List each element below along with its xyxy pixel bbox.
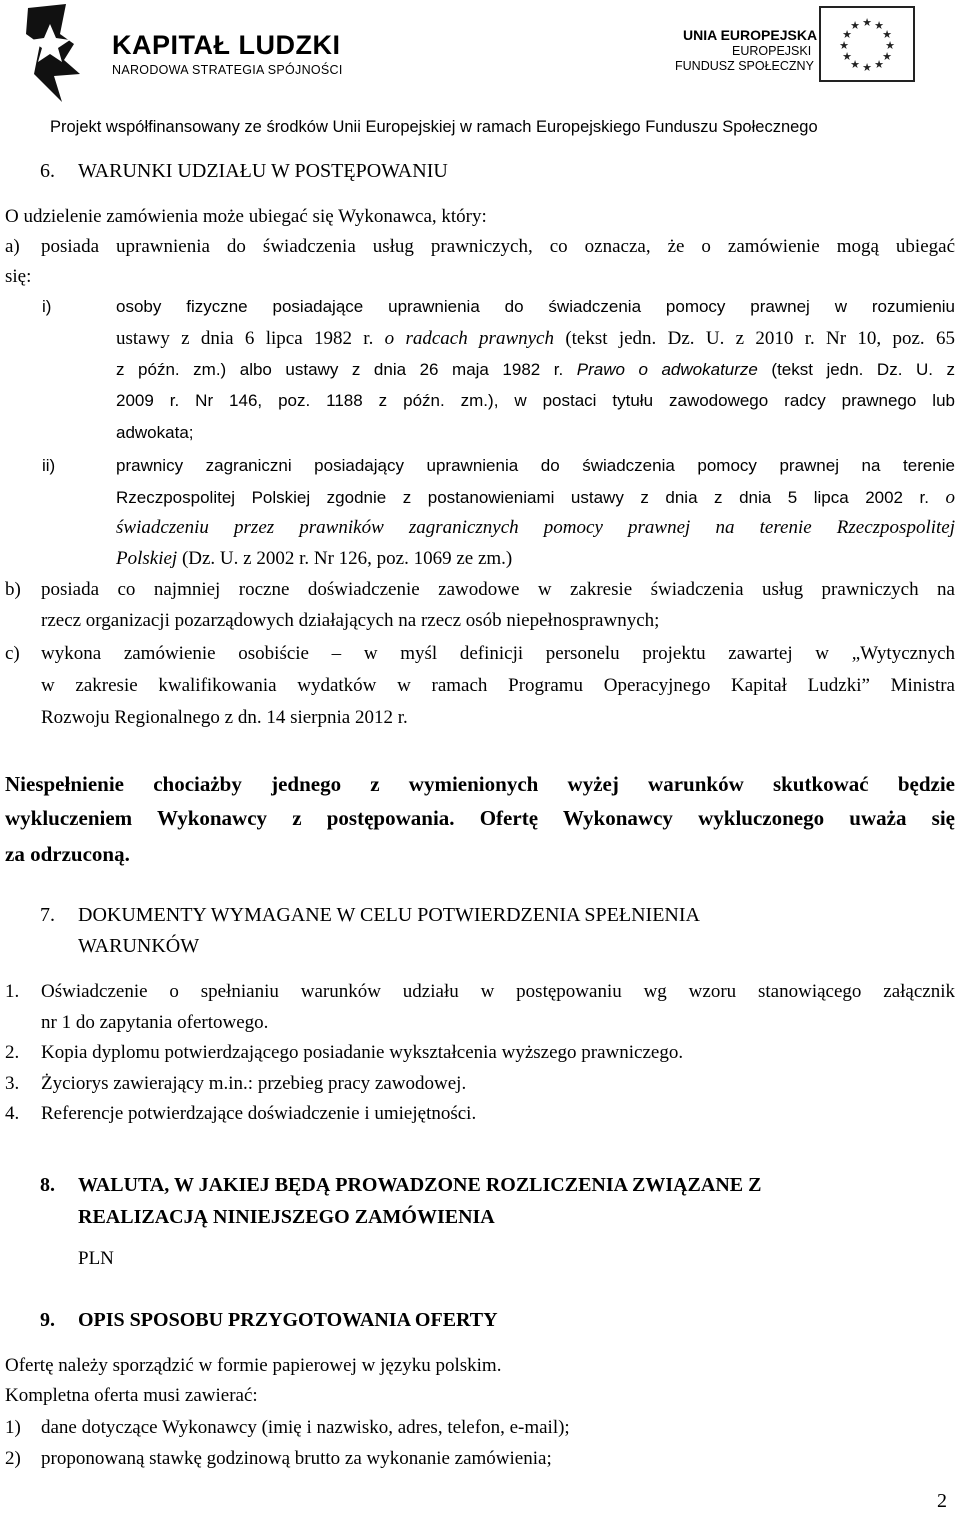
list-label: 1. (5, 981, 20, 1002)
warning-text: wykluczeniem Wykonawcy z postępowania. Ofertę Wykonawcy wykluczonego uważa się (5, 806, 955, 830)
list-item: Kopia dyplomu potwierdzającego posiadanie wykształcenia wyższego prawniczego. (41, 1042, 684, 1063)
list-label: 2) (5, 1448, 21, 1469)
svg-text:★: ★ (874, 19, 884, 32)
subitem-text: 2009 r. Nr 146, poz. 1188 z późn. zm.), w postaci tytułu zawodowego radcy prawnego lub (116, 391, 955, 410)
item-text: wykona zamówienie osobiście – w myśl definicji personelu projektu zawartej w „Wytycznych (41, 643, 955, 664)
subitem-text: Rzeczpospolitej Polskiej zgodnie z postanowieniami ustawy z dnia z dnia 5 lipca 2002 r. o (116, 487, 955, 508)
page-number: 2 (937, 1490, 947, 1512)
item-text: posiada uprawnienia do świadczenia usług prawniczych, co oznacza, że o zamówienie mogą ubiegać (41, 236, 955, 257)
item-text: Rozwoju Regionalnego z dn. 14 sierpnia 2012 r. (41, 707, 408, 728)
item-text: posiada co najmniej roczne doświadczenie zawodowe w zakresie świadczenia usług prawniczych na (41, 579, 955, 600)
list-label: 2. (5, 1042, 20, 1063)
svg-text:★: ★ (862, 61, 872, 74)
item-text: rzecz organizacji pozarządowych działających na rzecz osób niepełnosprawnych; (41, 610, 660, 631)
warning-text: Niespełnienie chociażby jednego z wymienionych wyżej warunków skutkować będzie (5, 772, 955, 796)
svg-text:★: ★ (885, 39, 895, 52)
subitem-text: ustawy z dnia 6 lipca 1982 r. o radcach prawnych (tekst jedn. Dz. U. z 2010 r. Nr 10, poz. 65 (116, 328, 955, 349)
svg-text:★: ★ (842, 28, 852, 41)
list-label: 4. (5, 1103, 20, 1124)
item-text: w zakresie kwalifikowania wydatków w ramach Programu Operacyjnego Kapitał Ludzki” Ministra (41, 675, 955, 696)
svg-text:★: ★ (850, 58, 860, 71)
section-title: REALIZACJĄ NINIEJSZEGO ZAMÓWIENIA (78, 1206, 495, 1228)
item-label: a) (5, 236, 20, 257)
subitem-text: prawnicy zagraniczni posiadający uprawnienia do świadczenia pomocy prawnej na terenie (116, 456, 955, 475)
kapital-ludzki-logo-icon (20, 4, 92, 112)
svg-text:★: ★ (850, 19, 860, 32)
section-number: 9. (40, 1309, 55, 1331)
paragraph: Ofertę należy sporządzić w formie papierowej w języku polskim. (5, 1355, 502, 1376)
section-title: OPIS SPOSOBU PRZYGOTOWANIA OFERTY (78, 1309, 498, 1331)
list-label: 1) (5, 1417, 21, 1438)
logo-left-title: KAPITAŁ LUDZKI (112, 30, 341, 60)
section-title: WARUNKI UDZIAŁU W POSTĘPOWANIU (78, 160, 448, 182)
item-label: b) (5, 579, 21, 600)
svg-text:★: ★ (882, 28, 892, 41)
section-number: 8. (40, 1174, 55, 1196)
section-title: DOKUMENTY WYMAGANE W CELU POTWIERDZENIA SPEŁNIENIA (78, 904, 700, 926)
svg-text:★: ★ (874, 58, 884, 71)
item-text: się: (5, 266, 32, 287)
warning-text: za odrzuconą. (5, 842, 130, 866)
cofinancing-note: Projekt współfinansowany ze środków Unii Europejskiej w ramach Europejskiego Funduszu Społecznego (50, 118, 818, 136)
logo-right-line3: FUNDUSZ SPOŁECZNY (675, 59, 814, 73)
list-item: Życiorys zawierający m.in.: przebieg pracy zawodowej. (41, 1073, 467, 1094)
subitem-text: Polskiej (Dz. U. z 2002 r. Nr 126, poz. 1069 ze zm.) (116, 548, 513, 569)
section-number: 7. (40, 904, 55, 926)
section-title: WALUTA, W JAKIEJ BĘDĄ PROWADZONE ROZLICZENIA ZWIĄZANE Z (78, 1174, 762, 1196)
item-label: c) (5, 643, 20, 664)
logo-right-line1: UNIA EUROPEJSKA (683, 27, 818, 43)
paragraph: Kompletna oferta musi zawierać: (5, 1385, 258, 1406)
subitem-text: świadczeniu przez prawników zagranicznych pomocy prawnej na terenie Rzeczpospolitej (116, 517, 955, 538)
svg-text:★: ★ (842, 50, 852, 63)
section-title: WARUNKÓW (78, 935, 200, 957)
subitem-text: z późn. zm.) albo ustawy z dnia 26 maja 1982 r. Prawo o adwokaturze (tekst jedn. Dz. U. z (116, 360, 955, 379)
svg-text:★: ★ (839, 39, 849, 52)
list-item: proponowaną stawkę godzinową brutto za wykonanie zamówienia; (41, 1448, 552, 1469)
svg-text:★: ★ (862, 16, 872, 29)
eu-flag (819, 6, 915, 82)
section-number: 6. (40, 160, 55, 182)
list-label: 3. (5, 1073, 20, 1094)
list-item: Oświadczenie o spełnianiu warunków udziału w postępowaniu wg wzoru stanowiącego załącznik (41, 981, 955, 1002)
currency-value: PLN (78, 1248, 114, 1269)
subitem-label: ii) (42, 456, 56, 475)
eu-stars-icon (821, 8, 913, 80)
intro-text: O udzielenie zamówienia może ubiegać się Wykonawca, który: (5, 206, 487, 227)
logo-right-line2: EUROPEJSKI (732, 44, 812, 58)
svg-text:★: ★ (882, 50, 892, 63)
subitem-label: i) (42, 297, 52, 316)
logo-left-subtitle: NARODOWA STRATEGIA SPÓJNOŚCI (112, 63, 343, 77)
list-item: nr 1 do zapytania ofertowego. (41, 1012, 269, 1033)
subitem-text: osoby fizyczne posiadające uprawnienia do świadczenia pomocy prawnej w rozumieniu (116, 297, 955, 316)
list-item: Referencje potwierdzające doświadczenie i umiejętności. (41, 1103, 477, 1124)
list-item: dane dotyczące Wykonawcy (imię i nazwisko, adres, telefon, e-mail); (41, 1417, 570, 1438)
subitem-text: adwokata; (116, 423, 194, 442)
